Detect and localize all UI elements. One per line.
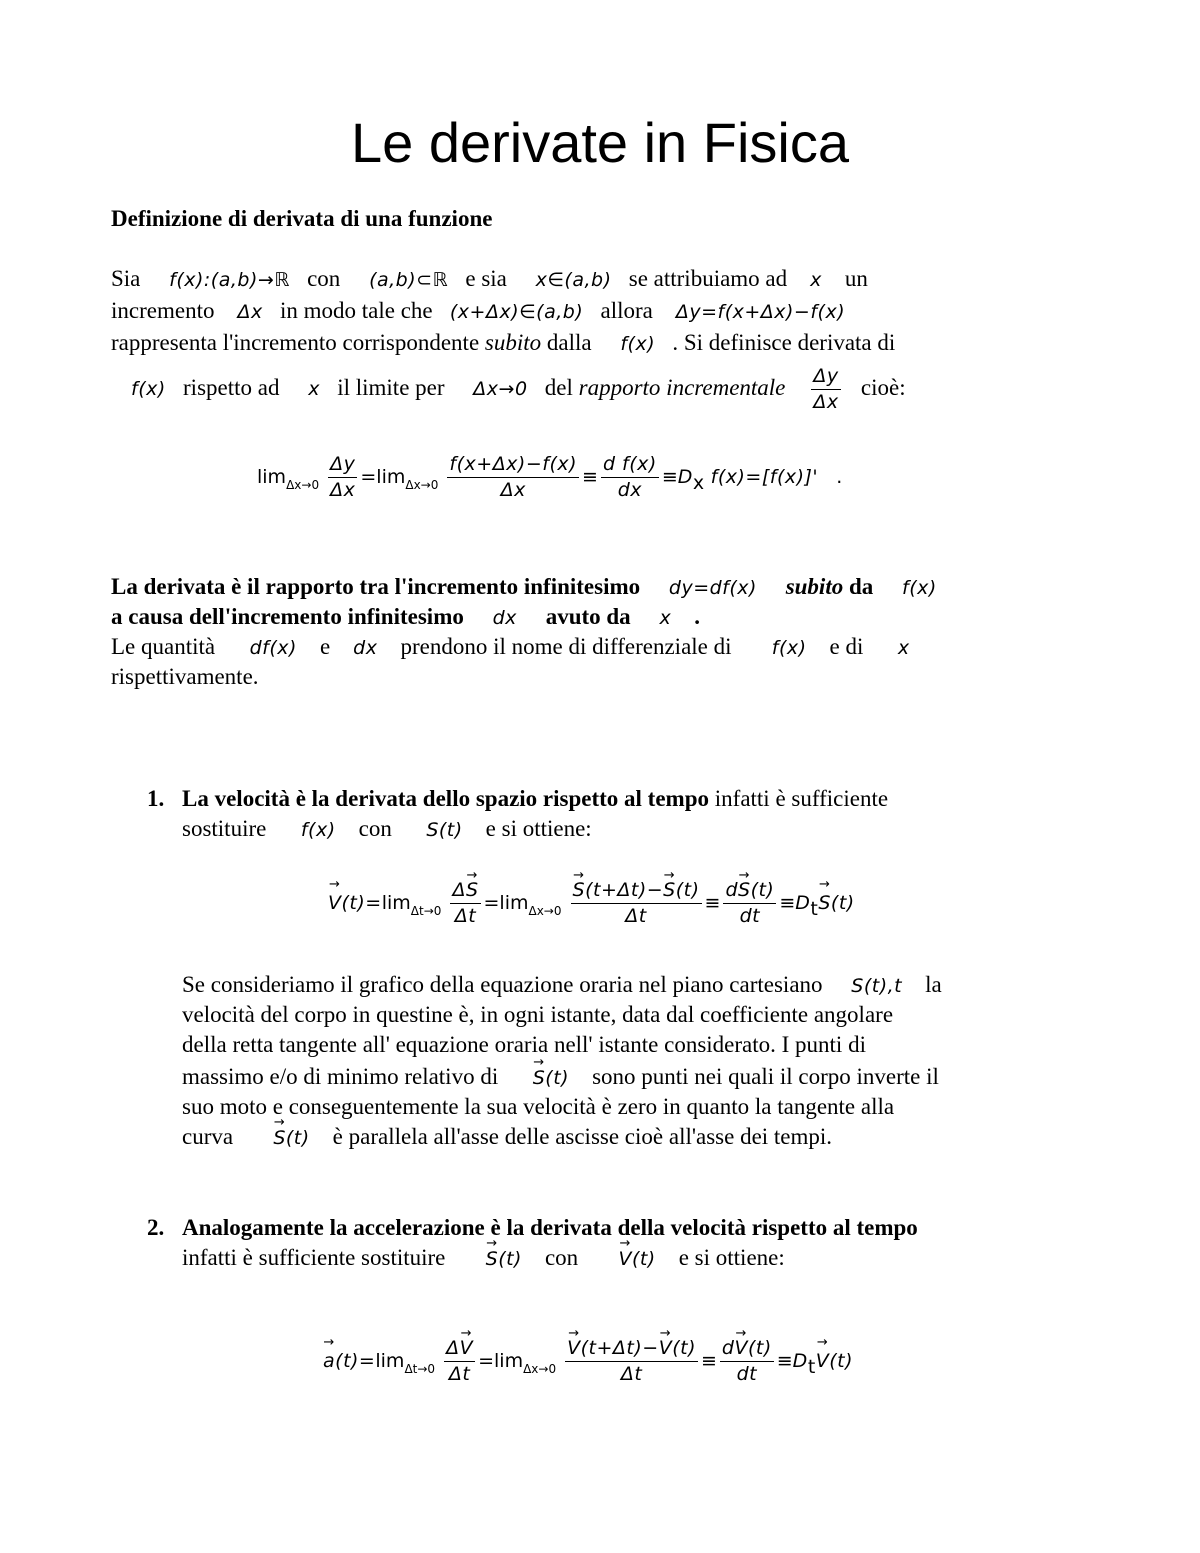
- item1-para-line5: suo moto e conseguentemente la sua velocità è zero in quanto la tangente alla: [182, 1094, 895, 1119]
- math-fx: f(x): [620, 333, 656, 355]
- d-symbol: d: [725, 879, 738, 901]
- vec-s-5: → S: [818, 892, 831, 914]
- text-incremento: incremento: [111, 298, 215, 323]
- text-da: da: [848, 574, 874, 599]
- equiv-2: ≡: [661, 466, 678, 488]
- vec-s: → S: [466, 878, 479, 903]
- lim-a2-sub: Δx→0: [523, 1362, 557, 1376]
- math-t-2: (t): [285, 1127, 310, 1149]
- item2-line1: Analogamente la accelerazione è la derivata della velocità rispetto al tempo: [182, 1215, 918, 1240]
- para1-line2: [111, 296, 845, 327]
- operator-d: D: [677, 466, 693, 488]
- item1-para-line2: velocità del corpo in questine è, in ogni istante, data dal coefficiente angolare: [182, 1002, 894, 1027]
- lim-1-sub: Δx→0: [286, 478, 320, 492]
- frac-increment-num: f(x+Δx)−f(x): [447, 452, 579, 478]
- frac-s-increment-num: [571, 878, 702, 904]
- math-fx-3: f(x): [902, 577, 937, 599]
- text-derivata-rapporto: La derivata è il rapporto tra l'incremento infinitesimo: [111, 574, 641, 599]
- text-dot: .: [694, 604, 700, 629]
- equiv-a1: ≡: [700, 1350, 717, 1372]
- vec-s-6: → S: [533, 1063, 546, 1093]
- text-a-causa: a causa dell'incremento infinitesimo: [111, 604, 464, 629]
- lim-v2-sub: Δx→0: [528, 904, 562, 918]
- para1-line1: [111, 264, 868, 295]
- math-dfx: df(x): [249, 637, 297, 659]
- para2-line1: [111, 572, 937, 603]
- a-of-t: (t)=: [335, 1350, 376, 1372]
- text-con-2: con: [358, 816, 392, 841]
- frac-dfx-dx-num: d f(x): [601, 452, 659, 478]
- text-sostituire: sostituire: [182, 816, 267, 841]
- math-t-4: (t): [631, 1248, 656, 1270]
- equiv-1: ≡: [582, 466, 598, 488]
- operator-dt-2: D: [792, 1350, 808, 1372]
- item1-para-line4: [182, 1062, 939, 1093]
- equiv-v1: ≡: [704, 892, 721, 914]
- text-se-consideriamo: Se consideriamo il grafico della equazione oraria nel piano cartesiano: [182, 972, 823, 997]
- math-ab-subset: (a,b)⊂ℝ: [369, 269, 449, 291]
- text-se-attribuiamo: se attribuiamo ad: [628, 266, 788, 291]
- equation-derivative-definition: [257, 452, 842, 503]
- equals-a1: =: [478, 1350, 495, 1372]
- math-t-3: (t): [498, 1248, 522, 1270]
- frac-v-increment-num: [565, 1336, 698, 1362]
- operator-dt-sub: t: [810, 898, 819, 920]
- vec-v-2: → V: [618, 1244, 632, 1274]
- frac-ds-dt-num: [450, 878, 480, 904]
- frac-s-increment-den: Δt: [625, 905, 647, 927]
- v-increment-mid: (t+Δt)−: [580, 1337, 659, 1359]
- text-velocita-bold: La velocità è la derivata dello spazio rispetto al tempo: [182, 786, 710, 811]
- math-x-4: x: [897, 637, 910, 659]
- text-infatti-2: infatti è sufficiente sostituire: [182, 1245, 446, 1270]
- text-massimo: massimo e/o di minimo relativo di: [182, 1064, 499, 1089]
- frac-dfx-dx-den: dx: [617, 479, 643, 501]
- para2-line4: rispettivamente.: [111, 664, 259, 689]
- frac-increment-den: Δx: [500, 479, 526, 501]
- text-allora: allora: [600, 298, 653, 323]
- eq-dot: .: [836, 466, 843, 488]
- para1-line3: [111, 328, 895, 359]
- frac-ds-dt-den: Δt: [454, 905, 477, 927]
- lim-a1-sub: Δt→0: [404, 1362, 436, 1376]
- text-cioe: cioè:: [860, 375, 906, 400]
- frac-ds-dt: [450, 878, 480, 929]
- v-of-t: (t)=: [341, 892, 382, 914]
- math-delta-y-def: Δy=f(x+Δx)−f(x): [675, 301, 846, 323]
- text-in-modo: in modo tale che: [279, 298, 433, 323]
- frac-dv-dt-num: [444, 1336, 475, 1362]
- text-prendono: prendono il nome di differenziale di: [400, 634, 732, 659]
- math-x-3: x: [659, 607, 672, 629]
- lim-2-sub: Δx→0: [405, 478, 439, 492]
- equals-1: =: [360, 466, 377, 488]
- lim-a2: lim: [494, 1350, 524, 1372]
- math-t-1: (t): [545, 1067, 570, 1089]
- vec-s-3: → S: [663, 878, 676, 903]
- frac-ds-dt-2-den: dt: [739, 905, 761, 927]
- v-increment-end: (t): [672, 1337, 696, 1359]
- text-la: la: [925, 972, 942, 997]
- frac-s-increment: [571, 878, 702, 929]
- equals-v1: =: [483, 892, 500, 914]
- text-con-3: con: [544, 1245, 579, 1270]
- page-title: Le derivate in Fisica: [350, 111, 849, 174]
- v-of-t-2: (t): [747, 1337, 772, 1359]
- math-delta-x: Δx: [237, 301, 263, 323]
- vec-v-7: → V: [816, 1350, 830, 1372]
- math-x-in: x∈(a,b): [535, 269, 612, 291]
- equation-acceleration: [323, 1336, 853, 1387]
- para2-line2: [111, 602, 700, 633]
- operator-dt-2-sub: t: [807, 1356, 816, 1378]
- text-rappresenta: rappresenta l'incremento corrispondente: [111, 330, 480, 355]
- math-st-t: S(t),t: [851, 975, 903, 997]
- vec-s-7: → S: [273, 1123, 286, 1153]
- vec-s-8: → S: [486, 1244, 499, 1274]
- derivative-tail: f(x)=[f(x)]': [710, 466, 819, 488]
- tail-t: (t): [830, 892, 855, 914]
- text-rapporto-incrementale: rapporto incrementale: [578, 375, 786, 400]
- frac-dv-dt-2-num: [720, 1336, 774, 1362]
- item1-line2: [182, 814, 592, 845]
- frac-dy-dx-den: Δx: [330, 479, 356, 501]
- text-e-di: e di: [829, 634, 864, 659]
- lim-v1: lim: [381, 892, 411, 914]
- math-st: S(t): [426, 819, 463, 841]
- math-dx: dx: [492, 607, 517, 629]
- list-number-1: 1.: [147, 786, 165, 811]
- item1-para-line6: [182, 1122, 832, 1153]
- s-increment-mid: (t+Δt)−: [585, 879, 664, 901]
- math-x: x: [810, 269, 822, 291]
- frac-increment: [447, 452, 579, 503]
- vec-s-4: → S: [738, 878, 751, 903]
- text-si-ottiene-2: e si ottiene:: [678, 1245, 785, 1270]
- lim-v1-sub: Δt→0: [410, 904, 442, 918]
- ratio-numerator: Δy: [811, 364, 840, 390]
- item1-para-line3: della retta tangente all' equazione oraria nell' istante considerato. I punti di: [182, 1032, 866, 1057]
- math-fx-4: f(x): [771, 637, 807, 659]
- equiv-v2: ≡: [779, 892, 796, 914]
- text-del: del: [544, 375, 573, 400]
- text-parallela: è parallela all'asse delle ascisse cioè all'asse dei tempi.: [332, 1124, 833, 1149]
- text-subito: subito: [484, 330, 542, 355]
- text-sia: Sia: [111, 266, 141, 291]
- delta-symbol-2: Δ: [446, 1337, 460, 1359]
- operator-dt: D: [795, 892, 811, 914]
- section-heading: Definizione di derivata di una funzione: [111, 206, 493, 231]
- text-il-limite: il limite per: [337, 375, 445, 400]
- text-infatti: infatti è sufficiente: [714, 786, 889, 811]
- lim-v2: lim: [499, 892, 529, 914]
- vec-v-3: → V: [460, 1336, 474, 1361]
- vec-v-6: → V: [734, 1336, 748, 1361]
- text-dalla: dalla: [546, 330, 592, 355]
- text-subito-2: subito: [785, 574, 844, 599]
- frac-dv-dt-2: [720, 1336, 774, 1387]
- operator-d-sub: x: [692, 472, 705, 494]
- frac-v-increment: [565, 1336, 698, 1387]
- math-f-domain: f(x):(a,b)→ℝ: [169, 269, 290, 291]
- list-number-2: 2.: [147, 1215, 165, 1240]
- s-increment-end: (t): [675, 879, 700, 901]
- ratio-denominator: Δx: [813, 391, 839, 414]
- math-fx-5: f(x): [300, 819, 336, 841]
- frac-dv-dt-2-den: dt: [736, 1363, 758, 1385]
- tail-t-2: (t): [829, 1350, 854, 1372]
- math-dx-2: dx: [353, 637, 378, 659]
- text-e: e: [319, 634, 331, 659]
- frac-ds-dt-2-num: [723, 878, 776, 904]
- text-rispetto-ad: rispetto ad: [183, 375, 280, 400]
- vec-v-4: → V: [567, 1336, 581, 1361]
- math-dx-to-zero: Δx→0: [473, 378, 528, 400]
- frac-v-increment-den: Δt: [620, 1363, 643, 1385]
- lim-1: lim: [257, 466, 287, 488]
- frac-dv-dt-den: Δt: [448, 1363, 471, 1385]
- frac-dfx-dx: [601, 452, 659, 503]
- vec-a: → a: [323, 1350, 335, 1372]
- lim-2: lim: [376, 466, 406, 488]
- d-symbol-2: d: [721, 1337, 735, 1359]
- vec-v-5: → V: [659, 1336, 673, 1361]
- item1-line1: [182, 784, 888, 814]
- math-incremental-ratio: [811, 364, 840, 415]
- vec-v: → V: [328, 892, 342, 914]
- para2-line3: [111, 632, 910, 663]
- math-x-2: x: [308, 378, 320, 400]
- frac-dy-dx-num: Δy: [328, 452, 357, 478]
- text-sono-punti: sono punti nei quali il corpo inverte il: [592, 1064, 939, 1089]
- text-un: un: [844, 266, 868, 291]
- math-dy-df: dy=df(x): [668, 577, 757, 599]
- text-si-definisce: . Si definisce derivata di: [672, 330, 896, 355]
- delta-symbol: Δ: [452, 879, 466, 901]
- vec-s-2: → S: [573, 878, 586, 903]
- equation-velocity: [328, 878, 855, 929]
- text-curva: curva: [182, 1124, 234, 1149]
- text-e-sia: e sia: [465, 266, 507, 291]
- s-of-t: (t): [750, 879, 775, 901]
- equiv-a2: ≡: [776, 1350, 793, 1372]
- text-avuto-da: avuto da: [545, 604, 631, 629]
- frac-ds-dt-2: [723, 878, 776, 929]
- frac-dy-dx: [328, 452, 357, 503]
- text-si-ottiene: e si ottiene:: [485, 816, 592, 841]
- item1-para-line1: [182, 970, 942, 1001]
- math-condition: (x+Δx)∈(a,b): [449, 301, 584, 323]
- text-le-quantita: Le quantità: [111, 634, 216, 659]
- item2-line2: [182, 1243, 785, 1274]
- lim-a1: lim: [375, 1350, 405, 1372]
- math-fx-2: f(x): [131, 378, 166, 400]
- para1-line4: [131, 363, 906, 415]
- text-con: con: [307, 266, 341, 291]
- frac-dv-dt: [444, 1336, 475, 1387]
